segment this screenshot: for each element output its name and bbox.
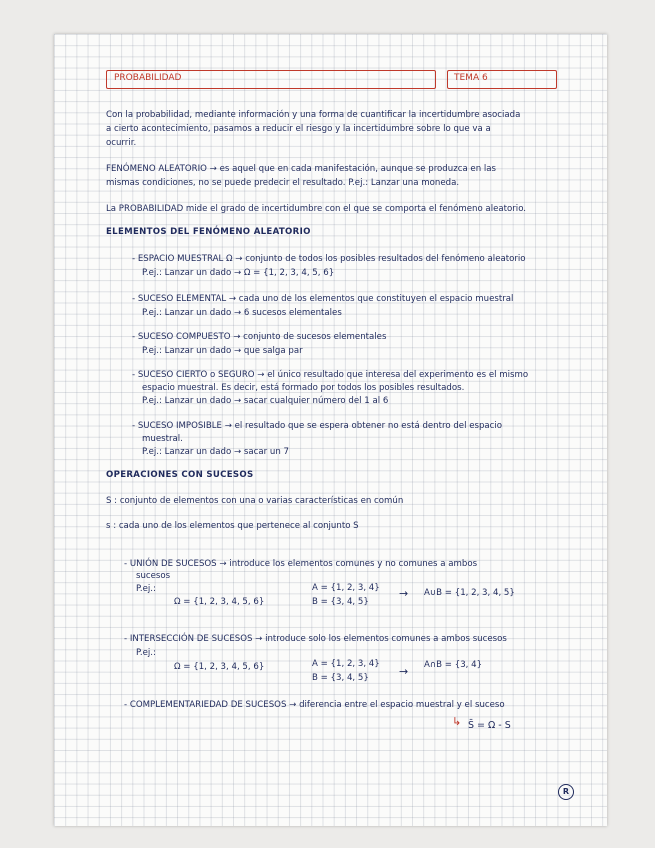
intro-line: Con la probabilidad, mediante información y una forma de cuantificar la incertidumbre asociada <box>106 110 521 120</box>
union-set-a: A = {1, 2, 3, 4} <box>312 583 380 593</box>
elemento-line: P.ej.: Lanzar un dado → sacar un 7 <box>142 447 289 457</box>
interseccion-line: - INTERSECCIÓN DE SUCESOS → introduce solo los elementos comunes a ambos sucesos <box>124 634 507 644</box>
notebook-page <box>54 34 607 826</box>
union-result: A∪B = {1, 2, 3, 4, 5} <box>424 588 515 598</box>
elemento-line: P.ej.: Lanzar un dado → 6 sucesos elementales <box>142 308 342 318</box>
topic-label: TEMA 6 <box>454 73 488 83</box>
intro-line: a cierto acontecimiento, pasamos a reducir el riesgo y la incertidumbre sobre lo que va a <box>106 124 491 134</box>
complementariedad-formula: S̄ = Ω - S <box>468 720 511 731</box>
probabilidad-definition: La PROBABILIDAD mide el grado de incertidumbre con el que se comporta el fenómeno aleatorio. <box>106 204 527 214</box>
union-line: sucesos <box>136 571 171 581</box>
interseccion-result: A∩B = {3, 4} <box>424 660 483 670</box>
elemento-line: - SUCESO ELEMENTAL → cada uno de los elementos que constituyen el espacio muestral <box>132 294 514 304</box>
arrow-icon: → <box>399 665 409 678</box>
union-example-label: P.ej.: <box>136 584 156 594</box>
section-title-elementos: ELEMENTOS DEL FENÓMENO ALEATORIO <box>106 227 311 237</box>
union-line: - UNIÓN DE SUCESOS → introduce los elementos comunes y no comunes a ambos <box>124 559 478 569</box>
interseccion-example-label: P.ej.: <box>136 648 156 658</box>
elemento-line: - SUCESO COMPUESTO → conjunto de sucesos elementales <box>132 332 387 342</box>
elemento-line: P.ej.: Lanzar un dado → que salga par <box>142 346 303 356</box>
elemento-line: espacio muestral. Es decir, está formado por todos los posibles resultados. <box>142 383 465 393</box>
interseccion-set-b: B = {3, 4, 5} <box>312 673 369 683</box>
intro-line: ocurrir. <box>106 138 137 148</box>
interseccion-omega: Ω = {1, 2, 3, 4, 5, 6} <box>174 662 265 672</box>
elemento-line: muestral. <box>142 434 183 444</box>
fenomeno-line: FENÓMENO ALEATORIO → es aquel que en cada manifestación, aunque se produzca en las <box>106 164 497 174</box>
fenomeno-line: mismas condiciones, no se puede predecir el resultado. P.ej.: Lanzar una moneda. <box>106 178 460 188</box>
union-omega: Ω = {1, 2, 3, 4, 5, 6} <box>174 597 265 607</box>
arrow-icon: → <box>399 587 409 600</box>
elemento-line: - SUCESO IMPOSIBLE → el resultado que se espera obtener no está dentro del espacio <box>132 421 503 431</box>
elemento-line: P.ej.: Lanzar un dado → sacar cualquier número del 1 al 6 <box>142 396 389 406</box>
union-set-b: B = {3, 4, 5} <box>312 597 369 607</box>
elemento-line: - ESPACIO MUESTRAL Ω → conjunto de todos los posibles resultados del fenómeno aleatorio <box>132 254 526 264</box>
s-definition: S : conjunto de elementos con una o varias características en común <box>106 496 404 506</box>
page-title: PROBABILIDAD <box>114 73 182 83</box>
interseccion-set-a: A = {1, 2, 3, 4} <box>312 659 380 669</box>
brand-logo: R <box>558 784 574 800</box>
s-element-definition: s : cada uno de los elementos que pertenece al conjunto S <box>106 521 359 531</box>
elemento-line: - SUCESO CIERTO o SEGURO → el único resultado que interesa del experimento es el mismo <box>132 370 529 380</box>
complementariedad-line: - COMPLEMENTARIEDAD DE SUCESOS → diferencia entre el espacio muestral y el suceso <box>124 700 505 710</box>
section-title-operaciones: OPERACIONES CON SUCESOS <box>106 470 254 480</box>
elemento-line: P.ej.: Lanzar un dado → Ω = {1, 2, 3, 4, 5, 6} <box>142 268 335 278</box>
return-arrow-icon: ↳ <box>452 715 462 728</box>
